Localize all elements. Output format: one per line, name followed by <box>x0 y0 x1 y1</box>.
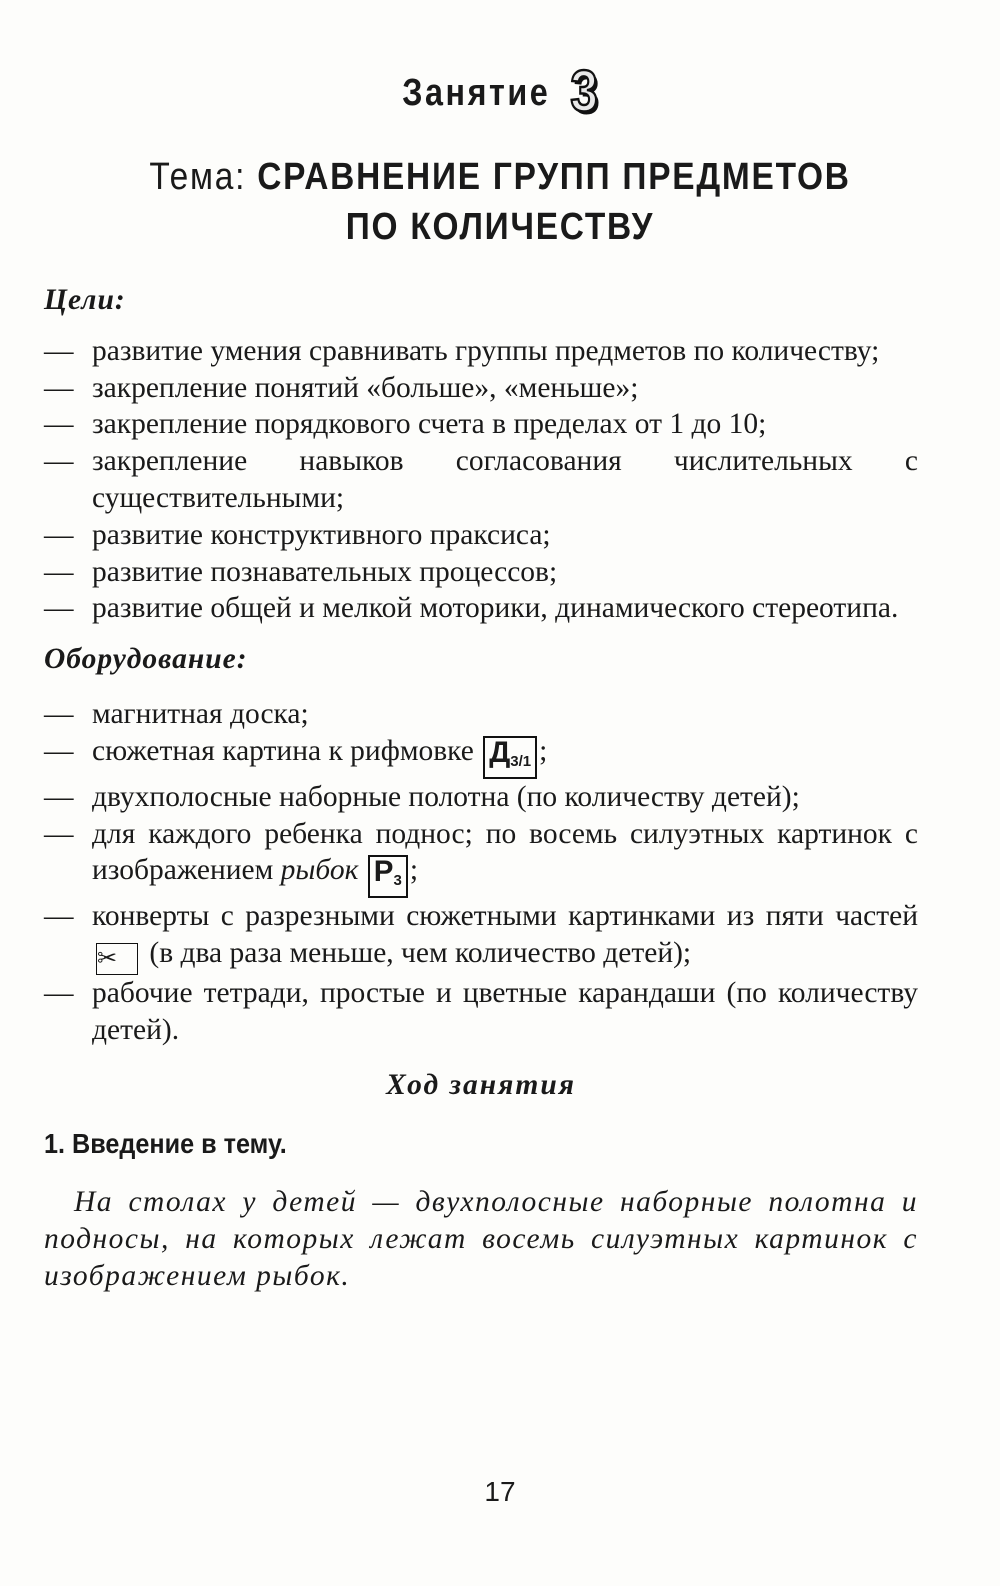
topic-label: Тема: <box>149 156 247 198</box>
badge-subscript: 3/1 <box>510 752 532 770</box>
goal-text: развитие познавательных процессов; <box>92 555 558 588</box>
badge-letter: Д <box>489 735 511 769</box>
dash: — <box>44 445 74 478</box>
goals-heading: Цели: <box>44 284 126 316</box>
list-item <box>44 370 918 407</box>
list-item <box>44 696 918 733</box>
list-item <box>44 816 918 899</box>
dash: — <box>44 977 74 1010</box>
equipment-text: сюжетная картина к рифмовке <box>92 734 474 767</box>
dash: — <box>44 408 74 441</box>
course-heading: Ход занятия <box>386 1068 576 1101</box>
goals-list <box>44 333 918 627</box>
topic-heading <box>113 152 887 252</box>
list-item <box>44 517 918 554</box>
lesson-label: Занятие <box>402 72 551 114</box>
list-item <box>44 733 918 779</box>
dash: — <box>44 334 74 367</box>
goal-text: развитие общей и мелкой моторики, динамического стереотипа. <box>92 592 899 625</box>
equipment-list <box>44 696 918 1049</box>
dash: — <box>44 817 74 850</box>
dash: — <box>44 780 74 813</box>
goal-text: закрепление навыков согласования числительных с существительными; <box>92 445 918 514</box>
dash: — <box>44 697 74 730</box>
list-item <box>44 898 918 975</box>
equipment-text: двухполосные наборные полотна (по количеству детей); <box>92 780 800 813</box>
equipment-text: рабочие тетради, простые и цветные карандаши (по количеству детей). <box>92 977 918 1046</box>
topic-title-line1: СРАВНЕНИЕ ГРУПП ПРЕДМЕТОВ <box>257 156 851 198</box>
dash: — <box>44 592 74 625</box>
intro-paragraph: На столах у детей — двухполосные наборные полотна и подносы, на которых лежат восемь силуэтных картинок с изображением рыбок. <box>44 1186 918 1292</box>
goal-text: закрепление порядкового счета в пределах от 1 до 10; <box>92 408 767 441</box>
list-item <box>44 975 918 1049</box>
dash: — <box>44 900 74 933</box>
dash: — <box>44 734 74 767</box>
page-number: 17 <box>484 1476 516 1507</box>
list-item <box>44 406 918 443</box>
badge-letter: Р <box>373 855 394 889</box>
scissors-icon: ✂ <box>96 943 138 975</box>
goal-text: закрепление понятий «больше», «меньше»; <box>92 371 639 404</box>
equipment-text: магнитная доска; <box>92 697 309 730</box>
list-item <box>44 590 918 627</box>
equipment-text: конверты с разрезными сюжетными картинками из пяти частей <box>92 900 918 933</box>
dash: — <box>44 555 74 588</box>
demo-material-badge <box>483 736 537 779</box>
equipment-italic: рыбок <box>280 854 359 887</box>
intro-heading: 1. Введение в тему. <box>44 1127 287 1159</box>
equipment-text: для каждого ребенка поднос; по восемь силуэтных картинок с изображением <box>92 817 918 887</box>
equipment-text-end: ; <box>539 734 548 767</box>
lesson-title <box>75 58 925 125</box>
list-item <box>44 443 918 517</box>
dash: — <box>44 518 74 551</box>
dash: — <box>44 371 74 404</box>
equipment-text-end: ; <box>409 854 419 887</box>
equipment-text-end: (в два раза меньше, чем количество детей); <box>149 937 692 970</box>
topic-title-line2: ПО КОЛИЧЕСТВУ <box>345 206 655 248</box>
lesson-number: 3 <box>570 59 598 124</box>
equipment-heading: Оборудование: <box>44 643 248 676</box>
badge-subscript: 3 <box>393 872 402 890</box>
goal-text: развитие конструктивного праксиса; <box>92 518 551 551</box>
list-item <box>44 333 918 370</box>
page-content <box>44 282 918 1295</box>
handout-material-badge <box>368 855 408 898</box>
list-item <box>44 779 918 816</box>
goal-text: развитие умения сравнивать группы предметов по количеству; <box>92 334 880 367</box>
list-item <box>44 554 918 591</box>
